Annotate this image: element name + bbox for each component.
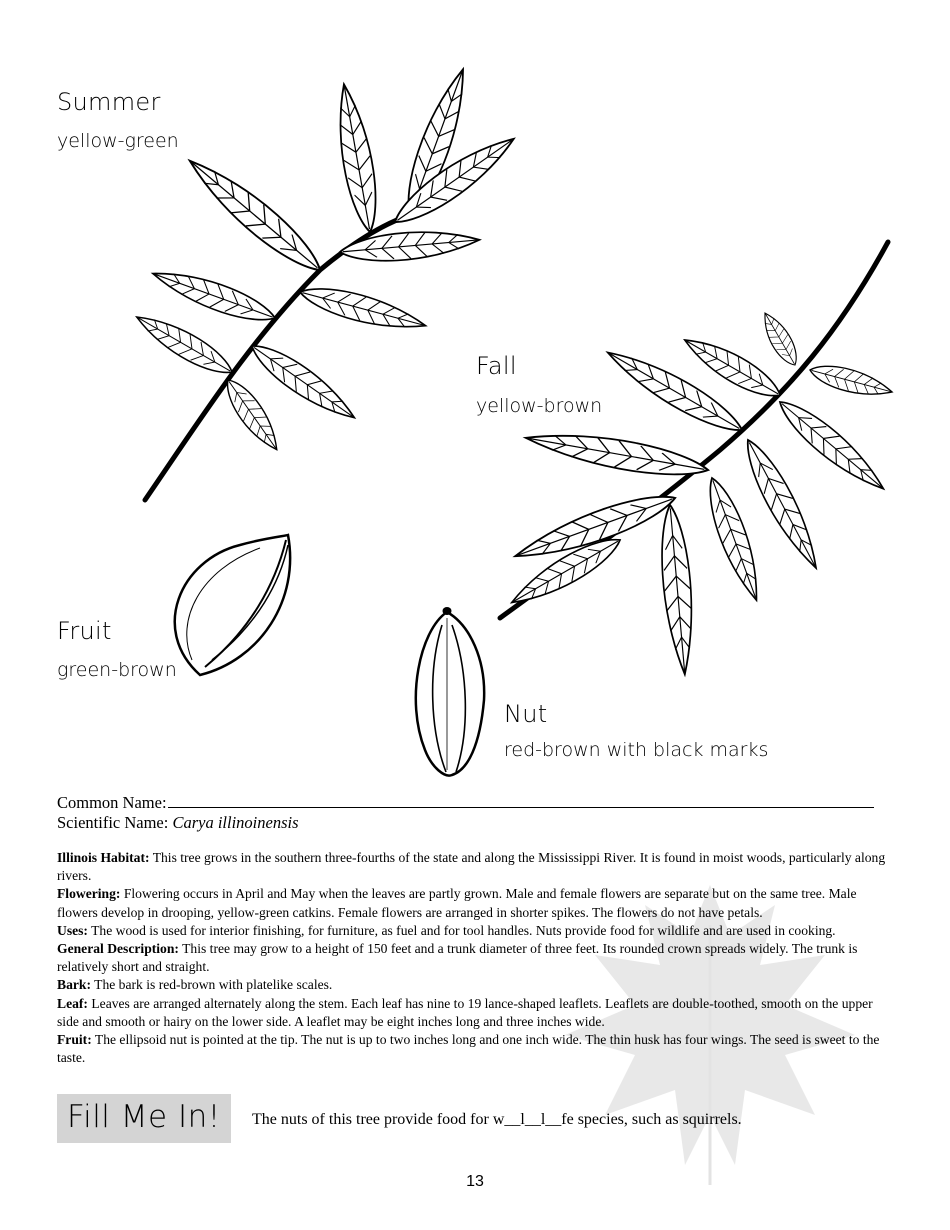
bark-paragraph: Bark: The bark is red-brown with platelike scales. (57, 977, 333, 993)
nut-label: Nut (504, 700, 548, 728)
common-name-label: Common Name: (57, 793, 167, 812)
fall-label: Fall (476, 352, 517, 380)
fruit-color: green-brown (57, 659, 177, 681)
common-name-blank[interactable] (168, 793, 874, 808)
scientific-name-row (57, 813, 299, 832)
nut-color: red-brown with black marks (504, 739, 769, 761)
summer-leaf-drawing (131, 65, 522, 500)
habitat-paragraph: Illinois Habitat: This tree grows in the southern three-fourths of the state and along the Mississippi River. It is found in moist woods, particularly along rivers. (57, 850, 886, 884)
fill-me-in-title: Fill Me In! (67, 1099, 221, 1135)
fruit-drawing (175, 535, 290, 675)
nut-drawing (416, 607, 484, 776)
fruit-paragraph: Fruit: The ellipsoid nut is pointed at the tip. The nut is up to two inches long and one inch wide. The thin husk has four wings. The seed is sweet to the taste. (57, 1032, 880, 1066)
fill-me-in-box (57, 1094, 231, 1143)
summer-color: yellow-green (57, 130, 179, 152)
flowering-paragraph: Flowering: Flowering occurs in April and May when the leaves are partly grown. Male and female flowers are separate but on the same tree. Male flowers develop in drooping, yellow-green catkins. Female flowers are arranged in shorter spikes. The flowers do not have petals. (57, 886, 857, 920)
scientific-name-label: Scientific Name: (57, 813, 169, 832)
leaf-paragraph: Leaf: Leaves are arranged alternately along the stem. Each leaf has nine to 19 lance-shaped leaflets. Leaflets are double-toothed, smooth on the upper side and smooth or hairy on the lower side. A leaflet may be eight inches long and three inches wide. (57, 995, 873, 1029)
page-number: 13 (466, 1173, 484, 1190)
fruit-label: Fruit (57, 617, 112, 645)
uses-paragraph: Uses: The wood is used for interior finishing, for furniture, as fuel and for tool handles. Nuts provide food for wildlife and are used in cooking. (57, 922, 836, 938)
general-description-paragraph: General Description: This tree may grow to a height of 150 feet and a trunk diameter of three feet. Its rounded crown spreads widely. The trunk is relatively short and straight. (57, 941, 858, 975)
fill-in-question[interactable]: The nuts of this tree provide food for w__l__l__fe species, such as squirrels. (252, 1111, 742, 1128)
summer-label: Summer (57, 88, 161, 116)
common-name-row (57, 793, 874, 812)
fall-color: yellow-brown (476, 395, 603, 417)
fall-leaf-drawing (500, 242, 895, 676)
species-description (57, 849, 895, 1067)
scientific-name-value: Carya illinoinensis (172, 813, 299, 832)
